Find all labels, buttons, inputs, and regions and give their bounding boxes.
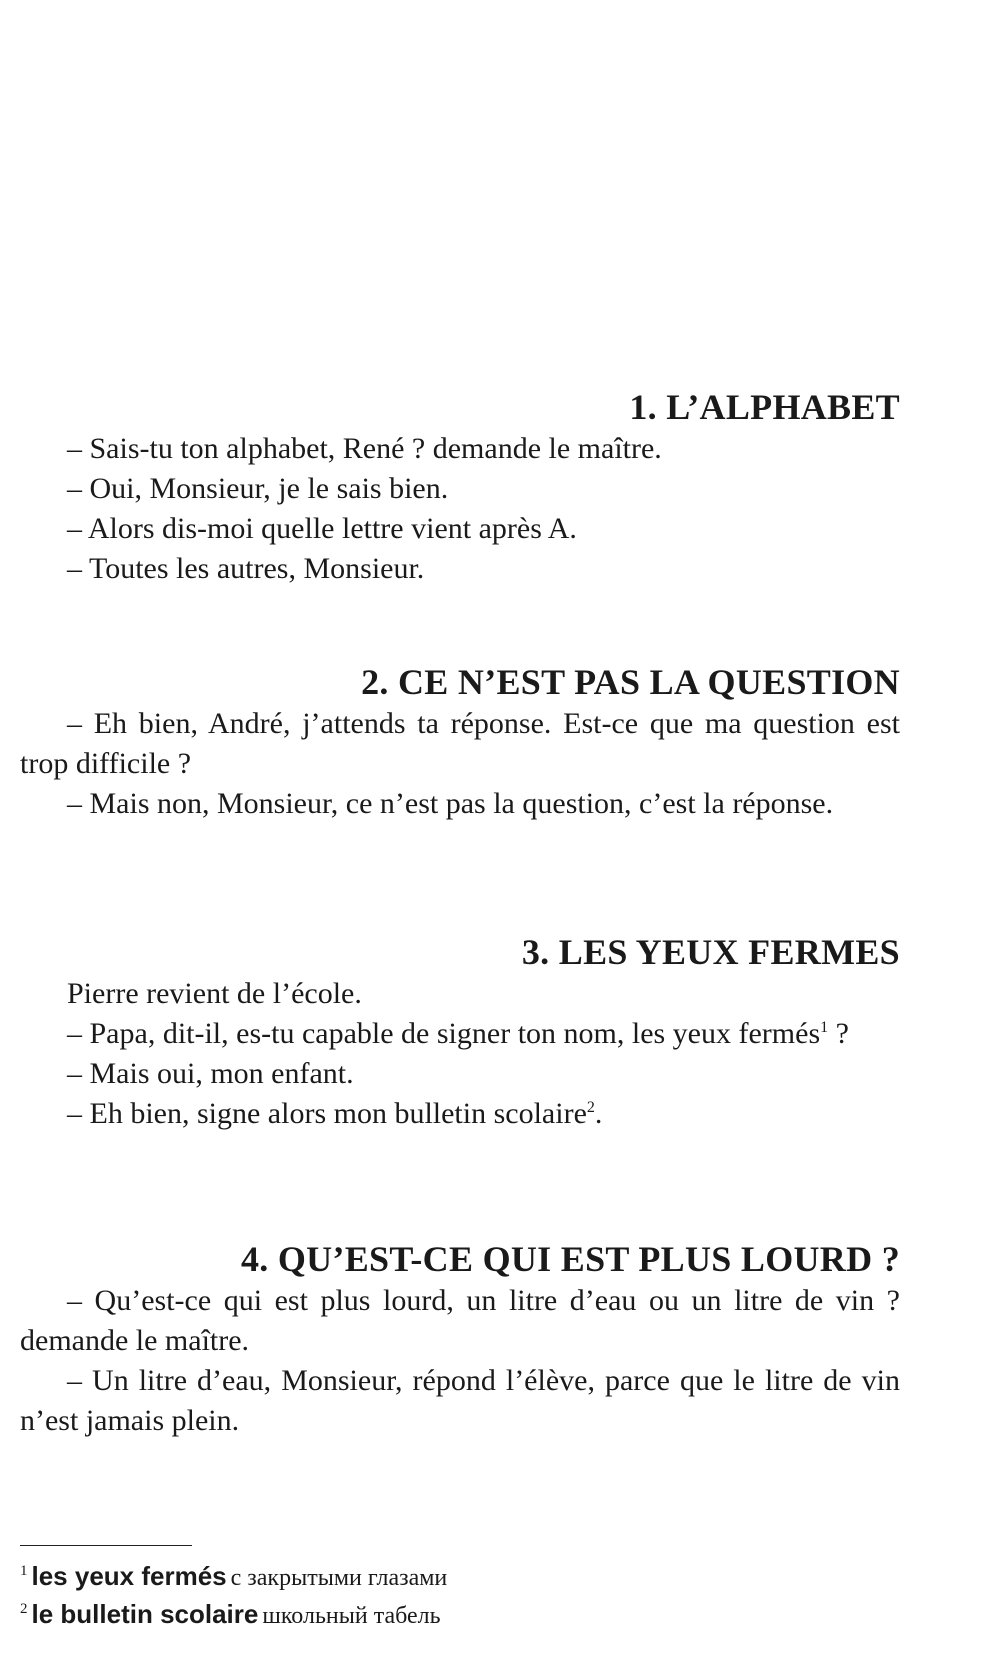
footnote-translation: с закрытыми глазами <box>230 1565 448 1591</box>
footnote-item <box>20 1558 900 1596</box>
story-1 <box>20 385 900 589</box>
story-body <box>20 429 900 589</box>
dialogue-text: – Papa, dit-il, es-tu capable de signer ton nom, les yeux fermés <box>67 1017 821 1050</box>
story-title: 3. LES YEUX FERMES <box>521 932 900 972</box>
footnote-term: les yeux fermés <box>31 1561 227 1591</box>
footnote-ref: 1 <box>820 1019 829 1036</box>
dialogue-paragraph <box>20 1014 900 1054</box>
dialogue-line <box>20 1094 900 1134</box>
dialogue-text: – Eh bien, signe alors mon bulletin scolaire <box>67 1097 587 1130</box>
footnote-divider <box>20 1545 192 1546</box>
dialogue-line: – Oui, Monsieur, je le sais bien. <box>67 472 449 505</box>
dialogue-text-end: ? <box>828 1017 849 1050</box>
dialogue-line: – Alors dis-moi quelle lettre vient après A. <box>67 512 577 545</box>
dialogue-paragraph: – Mais non, Monsieur, ce n’est pas la question, c’est la réponse. <box>67 787 834 820</box>
story-title: 2. CE N’EST PAS LA QUESTION <box>361 662 900 702</box>
story-title: 4. QU’EST-CE QUI EST PLUS LOURD ? <box>240 1239 900 1279</box>
footnote-term: le bulletin scolaire <box>31 1599 259 1629</box>
footnote-translation: школьный табель <box>262 1603 441 1629</box>
dialogue-line: – Toutes les autres, Monsieur. <box>67 552 425 585</box>
narration-line: Pierre revient de l’école. <box>67 977 362 1010</box>
dialogue-line: – Mais oui, mon enfant. <box>67 1057 354 1090</box>
story-4 <box>20 1237 900 1441</box>
dialogue-text-end: . <box>594 1097 603 1130</box>
footnote-item <box>20 1596 900 1634</box>
footnote-number: 2 <box>20 1601 28 1618</box>
dialogue-paragraph: – Eh bien, André, j’attends ta réponse. Est-ce que ma question est trop difficile ? <box>20 707 900 780</box>
dialogue-line: – Sais-tu ton alphabet, René ? demande le maître. <box>67 432 662 465</box>
book-page <box>20 0 900 1662</box>
dialogue-paragraph: – Qu’est-ce qui est plus lourd, un litre d’eau ou un litre de vin ? demande le maître. <box>20 1284 900 1357</box>
footnotes <box>20 1558 900 1634</box>
story-3 <box>20 930 900 1134</box>
story-2 <box>20 660 900 824</box>
footnote-ref: 2 <box>586 1099 595 1116</box>
dialogue-paragraph: – Un litre d’eau, Monsieur, répond l’élève, parce que le litre de vin n’est jamais plein. <box>20 1364 900 1437</box>
footnote-number: 1 <box>20 1563 28 1580</box>
story-title: 1. L’ALPHABET <box>629 387 900 427</box>
